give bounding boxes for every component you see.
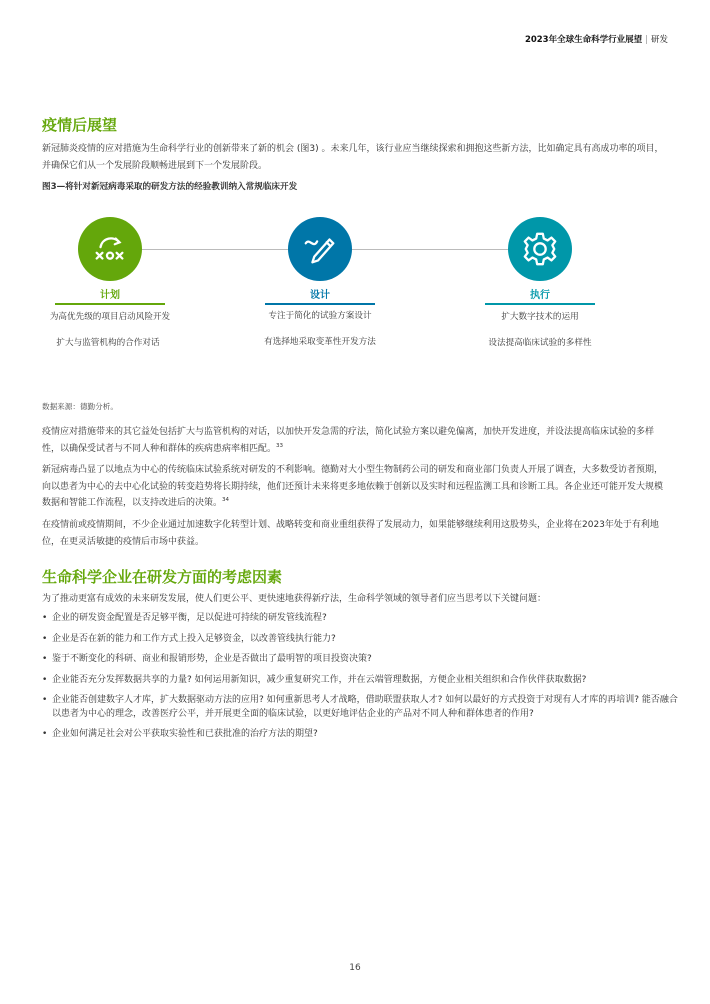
execute-stage-circle [508,217,572,281]
header-separator: | [645,35,648,45]
page-number: 16 [349,963,361,973]
plan-stage-label: 计划 [55,286,165,305]
body-paragraph [42,517,668,550]
list-item: • 企业能否创建数字人才库，扩大数据驱动方法的应用? 如何重新思考人才战略，借助联盟获取人才? 如何以最好的方式投资于对现有人才库的再培训? 能否融合以患者为中心的理念，改善医疗公平，并开展更全面的临床试验，以更好地评估企业的产品对不同人种和群体患者的作用? [42,694,682,721]
list-item: • 企业是否在新的能力和工作方式上投入足够资金，以改善管线执行能力? [42,633,682,647]
design-stage-label: 设计 [265,286,375,305]
list-item: • 鉴于不断变化的科研、商业和报销形势，企业是否做出了最明智的项目投资决策? [42,653,682,667]
paragraph-text: 疫情应对措施带来的其它益处包括扩大与监管机构的对话，以加快开发急需的疗法，简化试验方案以避免偏离，加快开发进度，并设法提高临床试验的多样性，以确保受试者与不同人种和群体的疾病患病率相匹配。 [42,427,655,454]
report-title: 2023年全球生命科学行业展望 [524,35,643,45]
pen-design-icon [301,230,339,268]
design-stage-circle [288,217,352,281]
design-item-1: 专注于简化的试验方案设计 [268,311,372,321]
list-item: • 企业如何满足社会对公平获取实验性和已获批准的治疗方法的期望? [42,728,682,742]
paragraph-text: 新冠病毒凸显了以地点为中心的传统临床试验系统对研发的不利影响。德勤对大小型生物制药公司的研发和商业部门负责人开展了调查，大多数受访者预期，向以患者为中心的去中心化试验的转变趋势将长期持续，他们还预计未来将更多地依赖于创新以及实时和远程监测工具和诊断工具。各企业还可能开发大规模数据和智能工作流程，以支持改进后的决策。 [42,465,664,508]
paragraph-text: 在疫情前或疫情期间，不少企业通过加速数字化转型计划、战略转变和商业重组获得了发展动力，如果能够继续利用这股势头，企业将在2023年处于有利地位，在更灵活敏捷的疫情后市场中获益。 [42,520,659,547]
plan-item-2: 扩大与监管机构的合作对话 [56,338,160,348]
list-item: • 企业能否充分发挥数据共享的力量? 如何运用新知识，减少重复研究工作，并在云端管理数据，方便企业相关组织和合作伙伴获取数据? [42,674,682,688]
section-heading-considerations: 生命科学企业在研发方面的考虑因素 [42,568,283,586]
figure-source-note: 数据来源：德勤分析。 [42,402,118,411]
gear-icon [521,230,559,268]
figure-title: 图3—将针对新冠病毒采取的研发方法的经验教训纳入常规临床开发 [42,182,298,192]
footnote-ref: 33 [276,442,284,449]
section-name: 研发 [650,35,668,45]
considerations-intro: 为了推动更富有成效的未来研发发展，使人们更公平、更快速地获得新疗法，生命科学领域的领导者们应当思考以下关键问题： [42,594,547,604]
section-heading-outlook: 疫情后展望 [42,116,118,134]
execute-item-1: 扩大数字技术的运用 [501,312,579,322]
footnote-ref: 34 [222,497,230,503]
execute-stage-label: 执行 [485,286,595,305]
body-paragraph [42,424,668,457]
section-intro-paragraph: 新冠肺炎疫情的应对措施为生命科学行业的创新带来了新的机会 (图3) 。未来几年，该行业应当继续探索和拥抱这些新方法，比如确定具有高成功率的项目，并确保它们从一个发展阶段顺畅进展到下一个发展阶段。 [42,144,664,171]
key-questions-list [42,612,682,742]
body-paragraph [42,462,668,512]
execute-item-2: 设法提高临床试验的多样性 [488,338,592,348]
running-header [525,33,668,45]
design-item-2: 有选择地采取变革性开发方法 [264,337,376,347]
strategy-play-icon [91,230,129,268]
plan-stage-circle [78,217,142,281]
list-item: • 企业的研发资金配置是否足够平衡，足以促进可持续的研发管线流程? [42,612,682,626]
plan-item-1: 为高优先级的项目启动风险开发 [49,312,171,322]
